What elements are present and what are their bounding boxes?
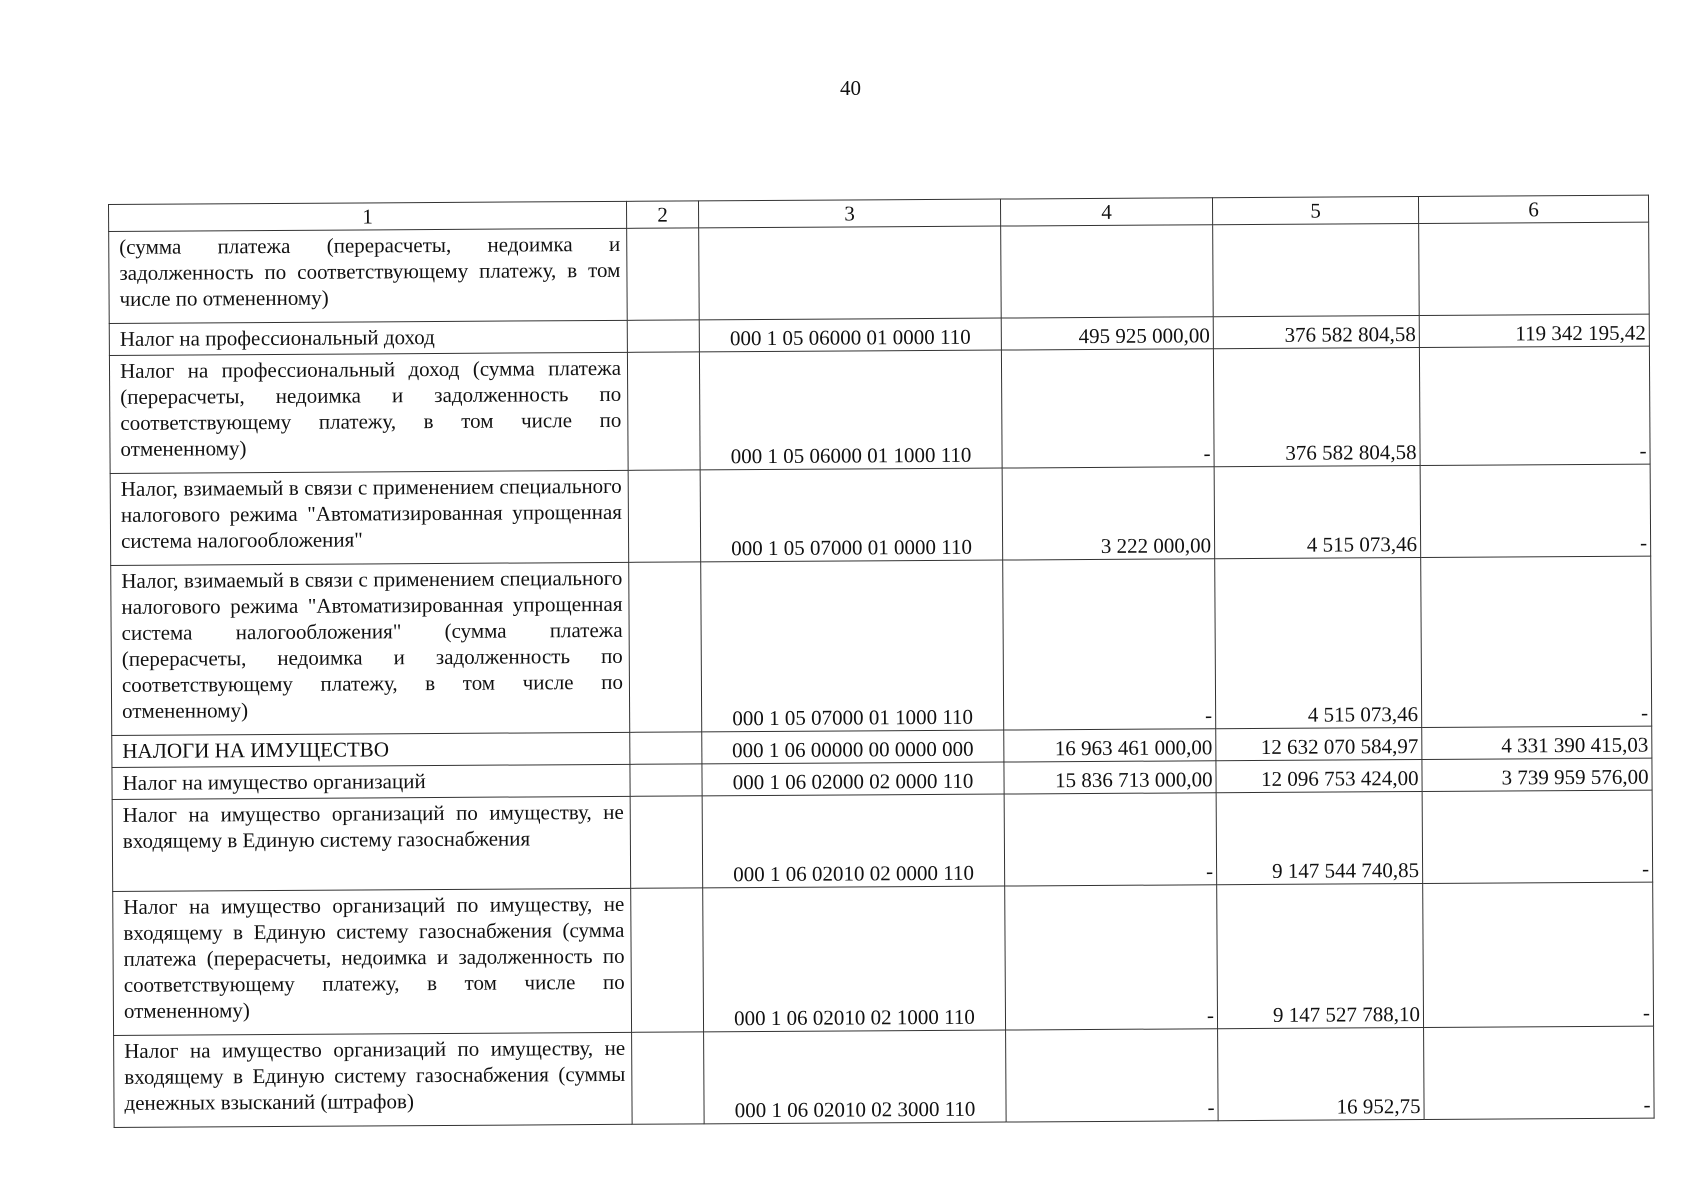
row-col2 (630, 732, 702, 764)
row-col2 (627, 320, 699, 352)
table-row (113, 882, 1654, 1035)
header-col-3: 3 (698, 199, 1000, 228)
row-name: Налог на профессиональный доход (сумма платежа (перерасчеты, недоимка и задолженность по соответствующему платежу, в том числе по отмененному) (109, 352, 628, 473)
row-col2 (632, 1032, 705, 1124)
row-name: Налог на имущество организаций по имуществу, не входящему в Единую систему газоснабжения (112, 796, 631, 891)
row-col2 (630, 764, 702, 796)
table-row (109, 346, 1650, 473)
row-col5: 16 952,75 (1218, 1027, 1425, 1120)
row-name: Налог на профессиональный доход (109, 320, 627, 355)
row-code: 000 1 06 02010 02 1000 110 (703, 886, 1006, 1032)
row-name: НАЛОГИ НА ИМУЩЕСТВО (112, 732, 630, 767)
row-col5: 4 515 073,46 (1215, 557, 1422, 728)
row-col6 (1419, 222, 1650, 315)
row-code: 000 1 05 07000 01 0000 110 (700, 468, 1003, 562)
row-code: 000 1 06 02010 02 0000 110 (702, 794, 1005, 888)
row-col2 (630, 796, 703, 888)
table-row (109, 222, 1650, 323)
row-col6: - (1421, 556, 1652, 727)
row-col4: - (1003, 559, 1216, 730)
row-col2 (628, 470, 701, 562)
row-col5: 12 632 070 584,97 (1216, 727, 1422, 760)
row-col4: 16 963 461 000,00 (1004, 729, 1216, 762)
header-col-1: 1 (109, 201, 627, 231)
row-col6: - (1420, 464, 1651, 557)
row-col4: 3 222 000,00 (1002, 467, 1215, 560)
row-col5 (1213, 223, 1420, 316)
row-name: Налог на имущество организаций (112, 764, 630, 799)
row-col4: - (1004, 793, 1217, 886)
table-row (110, 464, 1651, 565)
row-name: Налог, взимаемый в связи с применением специального налогового режима "Автоматизированная упрощенная система налогообложения" (110, 470, 629, 565)
row-code: 000 1 05 06000 01 0000 110 (699, 318, 1001, 352)
header-col-2: 2 (626, 201, 698, 228)
row-code: 000 1 06 02000 02 0000 110 (702, 762, 1004, 796)
row-col6: - (1422, 790, 1653, 883)
table-row (114, 1026, 1655, 1127)
row-col4: 495 925 000,00 (1001, 317, 1213, 350)
row-col2 (631, 888, 704, 1032)
row-col4: - (1001, 349, 1214, 468)
row-col6: 3 739 959 576,00 (1422, 758, 1652, 791)
header-col-4: 4 (1000, 198, 1212, 226)
table-row (112, 790, 1653, 891)
row-col2 (629, 562, 702, 732)
row-col6: - (1424, 1026, 1655, 1119)
row-col2 (627, 228, 700, 320)
row-code: 000 1 05 06000 01 1000 110 (699, 350, 1002, 470)
row-name: (сумма платежа (перерасчеты, недоимка и задолженность по соответствующему платежу, в том числе по отмененному) (109, 228, 628, 323)
row-col5: 9 147 527 788,10 (1217, 883, 1424, 1028)
row-name: Налог на имущество организаций по имуществу, не входящему в Единую систему газоснабжения (сумма платежа (перерасчеты, недоимка и задолженность по соответствующему платежу, в том числе по отмененному) (113, 888, 632, 1035)
row-name: Налог, взимаемый в связи с применением специального налогового режима "Автоматизированная упрощенная система налогообложения" (сумма платежа (перерасчеты, недоимка и задолженность по соответствующему платежу, в том числе по отмененному) (111, 562, 630, 735)
row-col6: - (1423, 882, 1654, 1027)
row-code: 000 1 06 00000 00 0000 000 (702, 730, 1004, 764)
row-col4 (1001, 225, 1214, 318)
row-name: Налог на имущество организаций по имуществу, не входящему в Единую систему газоснабжения (суммы денежных взысканий (штрафов) (114, 1032, 633, 1127)
row-code: 000 1 05 07000 01 1000 110 (701, 560, 1004, 732)
row-col5: 9 147 544 740,85 (1216, 791, 1423, 884)
page-number: 40 (840, 76, 861, 100)
row-col2 (627, 352, 700, 470)
row-col4: 15 836 713 000,00 (1004, 761, 1216, 794)
row-col4: - (1005, 885, 1218, 1030)
row-col5: 376 582 804,58 (1213, 347, 1420, 466)
row-col5: 12 096 753 424,00 (1216, 759, 1422, 792)
budget-table (108, 195, 1655, 1128)
row-col6: 119 342 195,42 (1419, 314, 1649, 347)
header-col-6: 6 (1418, 195, 1648, 223)
header-col-5: 5 (1212, 196, 1418, 224)
row-code: 000 1 06 02010 02 3000 110 (704, 1030, 1007, 1124)
row-col6: - (1419, 346, 1650, 465)
row-col5: 376 582 804,58 (1213, 315, 1419, 348)
row-code (699, 226, 1002, 320)
table-row (111, 556, 1652, 735)
row-col5: 4 515 073,46 (1214, 465, 1421, 558)
row-col4: - (1006, 1029, 1219, 1122)
row-col6: 4 331 390 415,03 (1422, 726, 1652, 759)
